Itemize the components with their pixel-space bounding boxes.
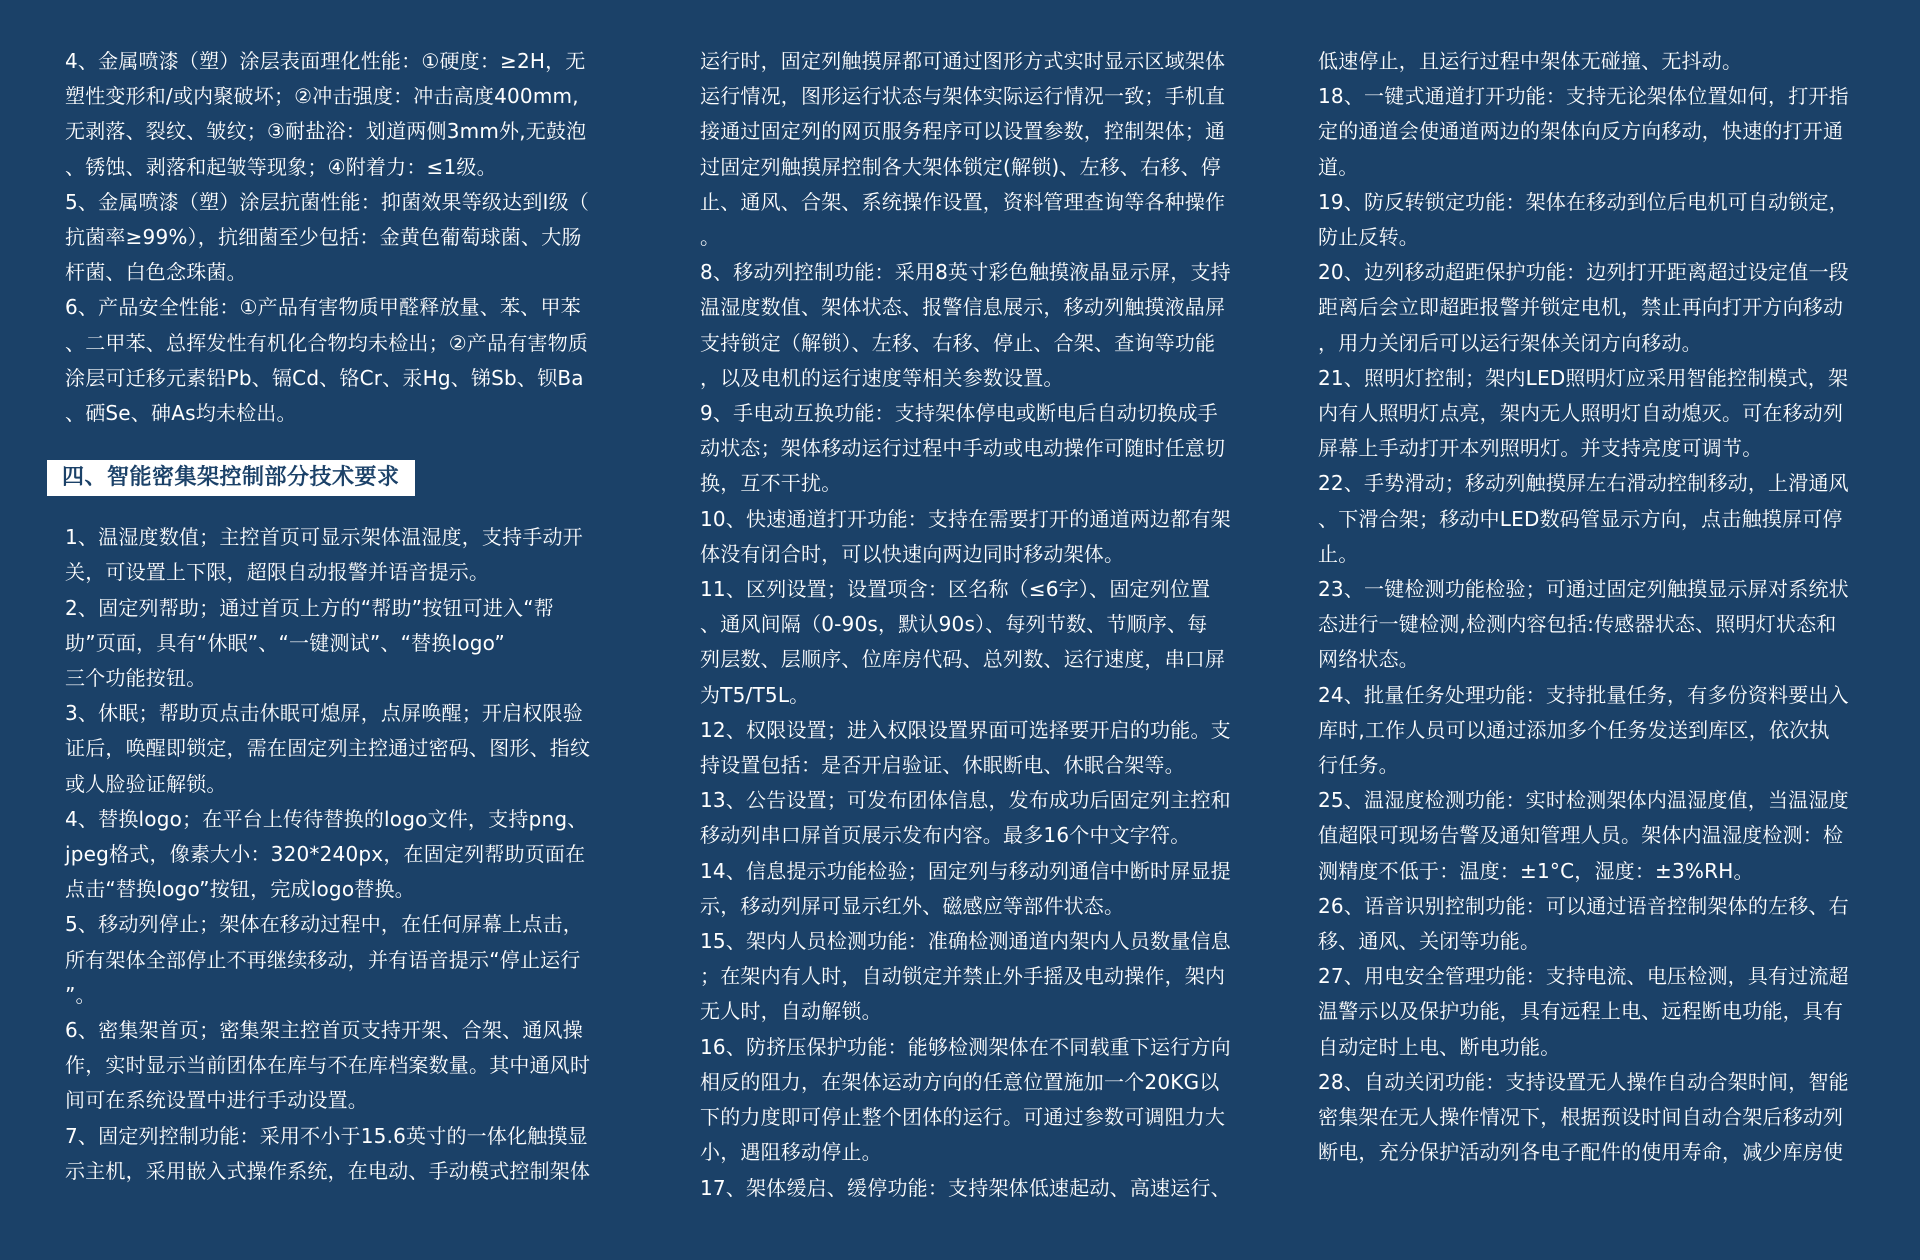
column-1 xyxy=(62,44,613,1189)
paragraph: 24、批量任务处理功能：支持批量任务，有多份资料要出入 库时,工作人员可以通过添加多个任务发送到库区，依次执 行任务。 xyxy=(1318,682,1849,778)
paragraph: 7、固定列控制功能：采用不小于15.6英寸的一体化触摸显 示主机，采用嵌入式操作系统，在电动、手动模式控制架体 xyxy=(65,1123,591,1183)
paragraph: 23、一键检测功能检验；可通过固定列触摸显示屏对系统状 态进行一键检测,检测内容包括:传感器状态、照明灯状态和 网络状态。 xyxy=(1318,577,1849,672)
paragraph: 16、防挤压保护功能：能够检测架体在不同载重下运行方向 相反的阻力，在架体运动方向的任意位置施加一个20KG以 下的力度即可停止整个团体的运行。可通过参数可调阻力大 小，遇阻移动停止。 xyxy=(700,1034,1231,1165)
paragraph: 6、产品安全性能：①产品有害物质甲醛释放量、苯、甲苯 、二甲苯、总挥发性有机化合物均未检出；②产品有害物质 涂层可迁移元素铅Pb、镉Cd、铬Cr、汞Hg、锑Sb、钡Ba 、硒Se、砷As均未检出。 xyxy=(65,295,589,426)
paragraph: 25、温湿度检测功能：实时检测架体内温湿度值，当温湿度 值超限可现场告警及通知管理人员。架体内温湿度检测：检 测精度不低于：温度：±1°C，湿度：±3%RH。 xyxy=(1318,788,1849,883)
section-heading: 四、智能密集架控制部分技术要求 xyxy=(47,460,415,496)
paragraph: 17、架体缓启、缓停功能：支持架体低速起动、高速运行、 xyxy=(700,1175,1231,1200)
column-2 xyxy=(700,44,1252,1206)
paragraph: 1、温湿度数值；主控首页可显示架体温湿度，支持手动开 关，可设置上下限，超限自动报警并语音提示。 xyxy=(65,525,583,585)
paragraph: 14、信息提示功能检验；固定列与移动列通信中断时屏显提 示，移动列屏可显示红外、磁感应等部件状态。 xyxy=(700,858,1231,918)
paragraph: 运行时，固定列触摸屏都可通过图形方式实时显示区域架体 运行情况，图形运行状态与架体实际运行情况一致；手机直 接通过固定列的网页服务程序可以设置参数，控制架体；通 过固定列触摸屏控制各大架体锁定(解锁)、左移、右移、停 止、通风、合架、系统操作设置，资料管理查询等各种操作 。 xyxy=(700,49,1226,250)
paragraph: 18、一键式通道打开功能：支持无论架体位置如何，打开指 定的通道会使通道两边的架体向反方向移动，快速的打开通 道。 xyxy=(1318,84,1849,179)
paragraph: 5、移动列停止；架体在移动过程中，在任何屏幕上点击， 所有架体全部停止不再继续移动，并有语音提示“停止运行 ”。 xyxy=(65,912,583,1007)
paragraph: 4、替换logo；在平台上传待替换的logo文件，支持png、 jpeg格式，像素大小：320*240px，在固定列帮助页面在 点击“替换logo”按钮，完成logo替换。 xyxy=(65,806,588,902)
paragraph: 13、公告设置；可发布团体信息，发布成功后固定列主控和 移动列串口屏首页展示发布内容。最多16个中文字符。 xyxy=(700,788,1231,848)
paragraph: 10、快速通道打开功能：支持在需要打开的通道两边都有架 体没有闭合时，可以快速向两边同时移动架体。 xyxy=(700,506,1231,566)
paragraph: 15、架内人员检测功能：准确检测通道内架内人员数量信息 ；在架内有人时，自动锁定并禁止外手摇及电动操作，架内 无人时，自动解锁。 xyxy=(700,929,1231,1024)
column-3 xyxy=(1318,44,1870,1171)
paragraph: 21、照明灯控制；架内LED照明灯应采用智能控制模式，架 内有人照明灯点亮，架内无人照明灯自动熄灭。可在移动列 屏幕上手动打开本列照明灯。并支持亮度可调节。 xyxy=(1318,365,1849,461)
paragraph: 27、用电安全管理功能：支持电流、电压检测，具有过流超 温警示以及保护功能，具有远程上电、远程断电功能，具有 自动定时上电、断电功能。 xyxy=(1318,964,1849,1059)
paragraph: 12、权限设置；进入权限设置界面可选择要开启的功能。支 持设置包括：是否开启验证、休眠断电、休眠合架等。 xyxy=(700,717,1231,778)
paragraph: 8、移动列控制功能：采用8英寸彩色触摸液晶显示屏，支持 温湿度数值、架体状态、报警信息展示，移动列触摸液晶屏 支持锁定（解锁）、左移、右移、停止、合架、查询等功能 ，以及电机的运行速度等相关参数设置。 xyxy=(700,260,1231,390)
paragraph: 22、手势滑动；移动列触摸屏左右滑动控制移动，上滑通风 、下滑合架；移动中LED数码管显示方向，点击触摸屏可停 止。 xyxy=(1318,471,1849,566)
paragraph: 4、金属喷漆（塑）涂层表面理化性能：①硬度：≥2H，无 塑性变形和/或内聚破坏；②冲击强度：冲击高度400mm, 无剥落、裂纹、皱纹；③耐盐浴：划道两侧3mm外,无鼓泡 、锈蚀、剥落和起皱等现象；④附着力：≤1级。 xyxy=(65,49,587,179)
paragraph: 3、休眠；帮助页点击休眠可熄屏，点屏唤醒；开启权限验 证后，唤醒即锁定，需在固定列主控通过密码、图形、指纹 或人脸验证解锁。 xyxy=(65,701,591,796)
paragraph: 9、手电动互换功能：支持架体停电或断电后自动切换成手 动状态；架体移动运行过程中手动或电动操作可随时任意切 换，互不干扰。 xyxy=(700,401,1226,496)
paragraph: 5、金属喷漆（塑）涂层抗菌性能：抑菌效果等级达到Ⅰ级（ 抗菌率≥99%），抗细菌至少包括：金黄色葡萄球菌、大肠 杆菌、白色念珠菌。 xyxy=(65,189,590,285)
paragraph: 6、密集架首页；密集架主控首页支持开架、合架、通风操 作，实时显示当前团体在库与不在库档案数量。其中通风时 间可在系统设置中进行手动设置。 xyxy=(65,1018,591,1113)
paragraph: 28、自动关闭功能：支持设置无人操作自动合架时间，智能 密集架在无人操作情况下，根据预设时间自动合架后移动列 断电，充分保护活动列各电子配件的使用寿命，减少库房使 xyxy=(1318,1069,1849,1165)
paragraph: 20、边列移动超距保护功能：边列打开距离超过设定值一段 距离后会立即超距报警并锁定电机，禁止再向打开方向移动 ，用力关闭后可以运行架体关闭方向移动。 xyxy=(1318,260,1849,355)
paragraph: 2、固定列帮助；通过首页上方的“帮助”按钮可进入“帮 助”页面，具有“休眠”、“一键测试”、“替换logo” 三个功能按钮。 xyxy=(65,595,555,691)
paragraph: 19、防反转锁定功能：架体在移动到位后电机可自动锁定， 防止反转。 xyxy=(1318,189,1849,250)
paragraph: 26、语音识别控制功能：可以通过语音控制架体的左移、右 移、通风、关闭等功能。 xyxy=(1318,893,1849,954)
paragraph: 11、区列设置；设置项含：区名称（≤6字）、固定列位置 、通风间隔（0-90s，默认90s）、每列节数、节顺序、每 列层数、层顺序、位库房代码、总列数、运行速度，串口屏 为T5/T5L。 xyxy=(700,577,1226,707)
section-heading-wrapper xyxy=(47,460,613,496)
paragraph: 低速停止，且运行过程中架体无碰撞、无抖动。 xyxy=(1318,49,1743,73)
